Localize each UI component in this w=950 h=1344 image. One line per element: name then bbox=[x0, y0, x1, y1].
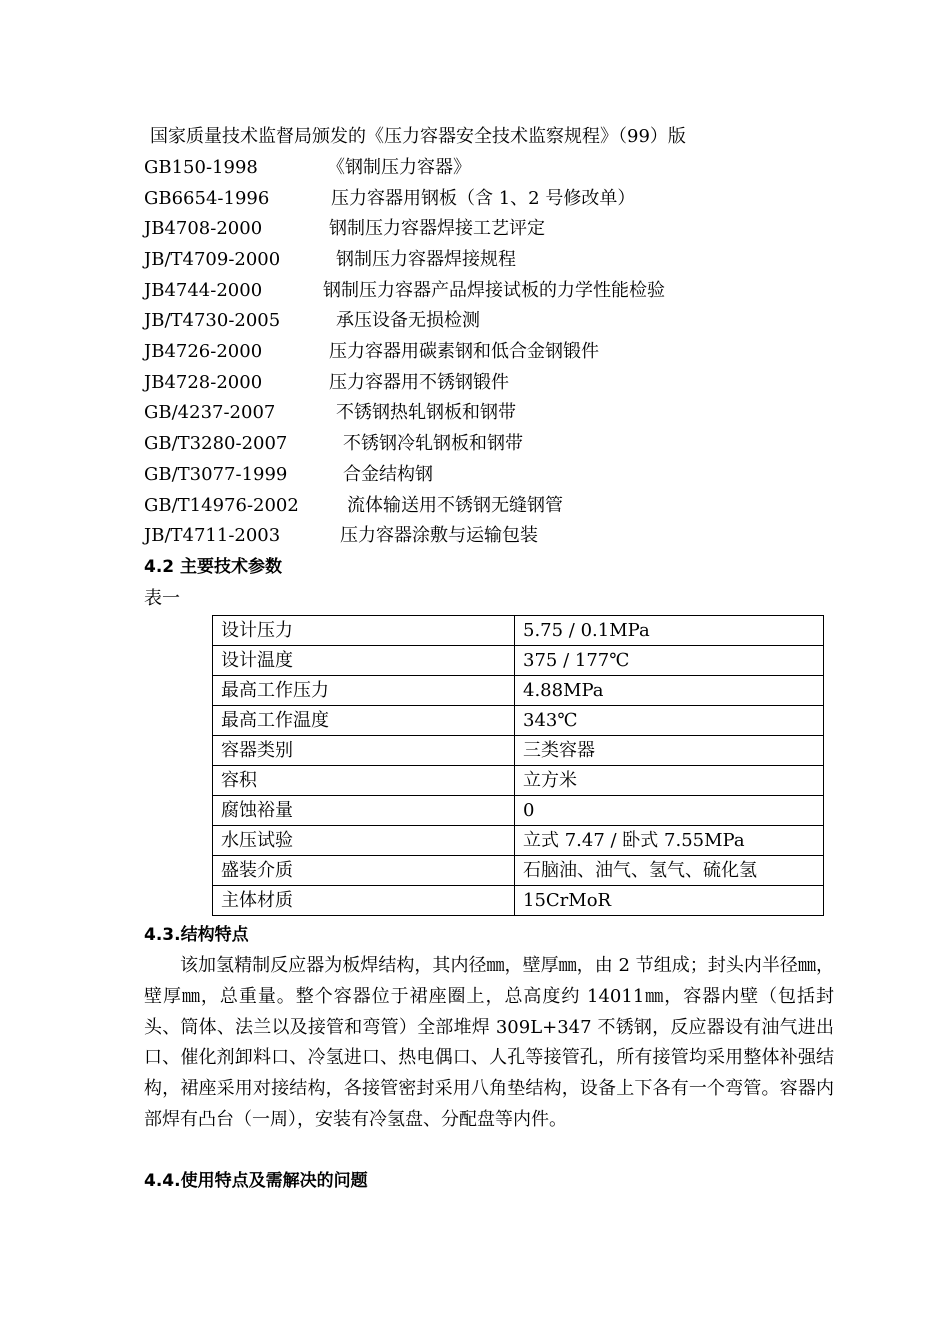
standard-desc: 《钢制压力容器》 bbox=[327, 157, 471, 178]
standard-desc: 压力容器涂敷与运输包装 bbox=[340, 525, 538, 546]
param-key: 最高工作压力 bbox=[213, 676, 515, 706]
param-value: 0 bbox=[515, 796, 824, 826]
param-key: 设计压力 bbox=[213, 616, 515, 646]
section-heading-4-3: 4.3.结构特点 bbox=[144, 925, 249, 945]
table-row bbox=[213, 646, 824, 676]
standard-code: JB/T4730-2005 bbox=[144, 310, 281, 331]
standard-desc: 压力容器用钢板（含 1、2 号修改单） bbox=[331, 188, 636, 209]
standard-desc: 不锈钢热轧钢板和钢带 bbox=[336, 402, 516, 423]
standard-desc: 钢制压力容器焊接工艺评定 bbox=[329, 218, 545, 239]
standard-code: JB4744-2000 bbox=[144, 280, 263, 301]
intro-line: 国家质量技术监督局颁发的《压力容器安全技术监察规程》（99）版 bbox=[150, 126, 686, 147]
table-caption: 表一 bbox=[144, 588, 180, 609]
table-row bbox=[213, 736, 824, 766]
standard-code: GB/4237-2007 bbox=[144, 402, 276, 423]
param-key: 水压试验 bbox=[213, 826, 515, 856]
standard-code: GB/T3077-1999 bbox=[144, 464, 288, 485]
param-value: 375 / 177℃ bbox=[515, 646, 824, 676]
param-key: 腐蚀裕量 bbox=[213, 796, 515, 826]
standard-desc: 压力容器用碳素钢和低合金钢锻件 bbox=[329, 341, 599, 362]
param-key: 主体材质 bbox=[213, 886, 515, 916]
param-key: 盛装介质 bbox=[213, 856, 515, 886]
standard-code: JB4728-2000 bbox=[144, 372, 263, 393]
param-value: 4.88MPa bbox=[515, 676, 824, 706]
param-key: 容积 bbox=[213, 766, 515, 796]
param-value: 三类容器 bbox=[515, 736, 824, 766]
standard-desc: 压力容器用不锈钢锻件 bbox=[329, 372, 509, 393]
param-value: 15CrMoR bbox=[515, 886, 824, 916]
param-key: 容器类别 bbox=[213, 736, 515, 766]
standard-code: GB6654-1996 bbox=[144, 188, 270, 209]
table-row bbox=[213, 766, 824, 796]
standard-code: JB4726-2000 bbox=[144, 341, 263, 362]
param-value: 立方米 bbox=[515, 766, 824, 796]
table-row bbox=[213, 616, 824, 646]
param-value: 5.75 / 0.1MPa bbox=[515, 616, 824, 646]
table-row bbox=[213, 886, 824, 916]
param-value: 343℃ bbox=[515, 706, 824, 736]
standard-code: JB/T4709-2000 bbox=[144, 249, 281, 270]
standard-code: GB/T14976-2002 bbox=[144, 495, 299, 516]
table-row bbox=[213, 826, 824, 856]
param-key: 最高工作温度 bbox=[213, 706, 515, 736]
table-row bbox=[213, 706, 824, 736]
table-row bbox=[213, 796, 824, 826]
standard-code: GB/T3280-2007 bbox=[144, 433, 288, 454]
table-row bbox=[213, 856, 824, 886]
standard-desc: 承压设备无损检测 bbox=[336, 310, 480, 331]
standard-desc: 合金结构钢 bbox=[343, 464, 433, 485]
section-heading-4-4: 4.4.使用特点及需解决的问题 bbox=[144, 1171, 368, 1191]
param-value: 立式 7.47 / 卧式 7.55MPa bbox=[515, 826, 824, 856]
paragraph-text: 该加氢精制反应器为板焊结构，其内径㎜，壁厚㎜，由 2 节组成；封头内半径㎜，壁厚㎜，总重量。整个容器位于裙座圈上，总高度约 14011㎜，容器内壁（包括封头、筒体、法兰以及接管和弯管）全部堆焊 309L+347 不锈钢，反应器设有油气进出口、催化剂卸料口、冷氢进口、热电偶口、人孔等接管孔，所有接管均采用整体补强结构，裙座采用对接结构，各接管密封采用八角垫结构，设备上下各有一个弯管。容器内部焊有凸台（一周），安装有冷氢盘、分配盘等内件。 bbox=[144, 955, 834, 1130]
param-value: 石脑油、油气、氢气、硫化氢 bbox=[515, 856, 824, 886]
standard-desc: 流体输送用不锈钢无缝钢管 bbox=[347, 495, 563, 516]
structure-paragraph bbox=[144, 951, 834, 1136]
param-key: 设计温度 bbox=[213, 646, 515, 676]
section-heading-4-2: 4.2 主要技术参数 bbox=[144, 557, 283, 577]
standard-desc: 钢制压力容器焊接规程 bbox=[336, 249, 516, 270]
standard-desc: 钢制压力容器产品焊接试板的力学性能检验 bbox=[323, 280, 665, 301]
standard-desc: 不锈钢冷轧钢板和钢带 bbox=[343, 433, 523, 454]
standard-code: JB4708-2000 bbox=[144, 218, 263, 239]
table-row bbox=[213, 676, 824, 706]
standard-code: JB/T4711-2003 bbox=[144, 525, 281, 546]
parameters-table bbox=[212, 615, 824, 916]
standard-code: GB150-1998 bbox=[144, 157, 258, 178]
